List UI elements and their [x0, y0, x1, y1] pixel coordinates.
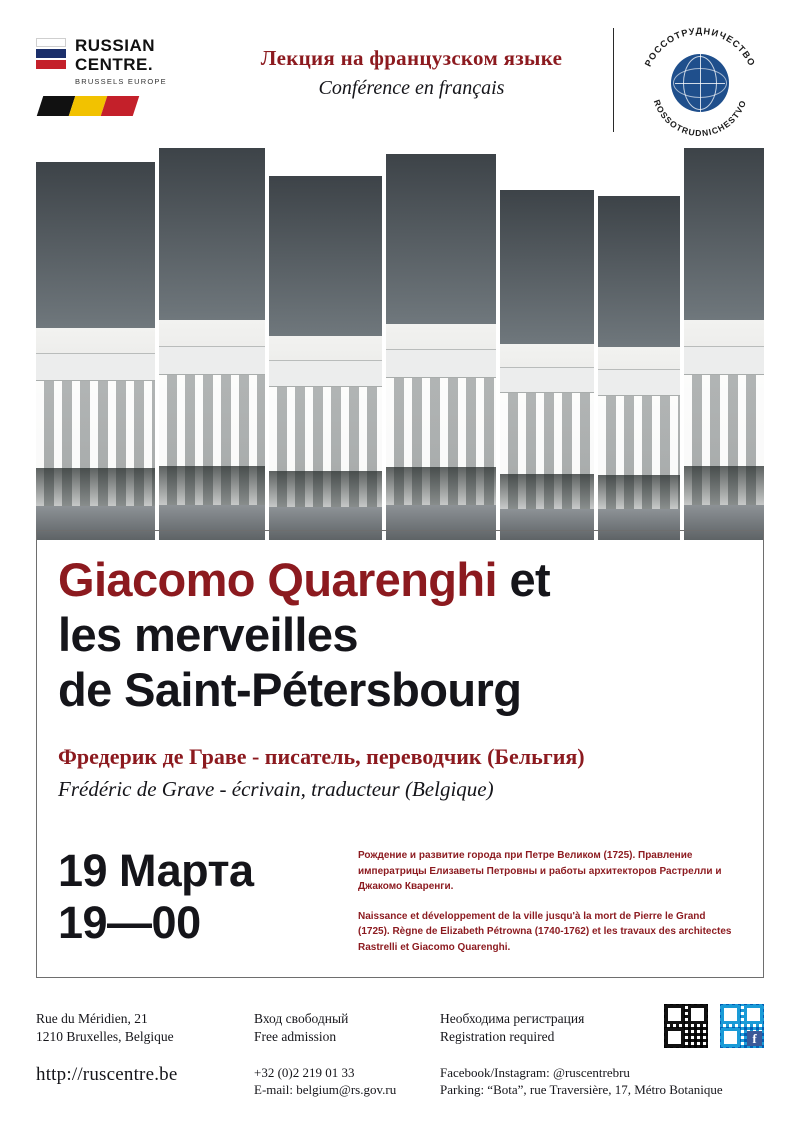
event-datetime: [58, 845, 338, 949]
phone-number[interactable]: +32 (0)2 219 01 33: [254, 1065, 355, 1080]
logo-line-3: BRUSSELS EUROPE: [75, 77, 167, 86]
page-title: [58, 552, 760, 717]
rossotrudnichestvo-ring-text: [636, 24, 764, 142]
speaker-ru: Фредерик де Граве - писатель, переводчик (Бельгия): [58, 744, 585, 769]
rossotrudnichestvo-logo: [636, 24, 764, 142]
event-description: [358, 848, 736, 955]
photo-panel: [159, 148, 265, 540]
photo-panel: [269, 176, 382, 540]
svg-text:ROSSOTRUDNICHESTVO: ROSSOTRUDNICHESTVO: [651, 98, 749, 139]
admission-info: [254, 1010, 434, 1046]
lecture-language-fr: Conférence en français: [318, 77, 505, 99]
description-ru: Рождение и развитие города при Петре Великом (1725). Правление императрицы Елизаветы Петровны и работы архитекторов Растрелли и Джакомо Кваренги.: [358, 850, 722, 892]
facebook-icon: f: [747, 1031, 762, 1046]
address-line-2: 1210 Bruxelles, Belgique: [36, 1029, 174, 1044]
contact-info: [254, 1064, 454, 1098]
registration-ru: Необходима регистрация: [440, 1011, 585, 1026]
qr-codes: [652, 1004, 764, 1048]
lecture-language-ru: Лекция на французском языке: [260, 46, 563, 70]
photo-strip: [36, 148, 764, 540]
email-address[interactable]: E-mail: belgium@rs.gov.ru: [254, 1082, 397, 1097]
photo-panel: [598, 196, 680, 540]
logo-line-2: CENTRE.: [75, 55, 154, 74]
title-name: Giacomo Quarenghi: [58, 553, 497, 606]
header-divider: [613, 28, 614, 132]
address-line-1: Rue du Méridien, 21: [36, 1011, 148, 1026]
photo-panel: [684, 148, 764, 540]
qr-code-website-icon[interactable]: [664, 1004, 708, 1048]
qr-code-facebook-icon[interactable]: [720, 1004, 764, 1048]
russian-centre-logo: [36, 28, 216, 116]
event-time: 19—00: [58, 897, 201, 948]
social-and-parking: [440, 1064, 770, 1098]
svg-text:РОССОТРУДНИЧЕСТВО: РОССОТРУДНИЧЕСТВО: [642, 25, 758, 69]
poster-footer: [36, 1004, 764, 1114]
logo-line-1: RUSSIAN: [75, 36, 156, 55]
title-rest-line1: et: [497, 553, 551, 606]
venue-address: [36, 1010, 256, 1046]
photo-panel: [500, 190, 594, 540]
title-block: [58, 552, 760, 803]
parking-info: Parking: “Bota”, rue Traversière, 17, Métro Botanique: [440, 1082, 723, 1097]
speaker-fr: Frédéric de Grave - écrivain, traducteur (Belgique): [58, 777, 494, 801]
belgian-flag-icon: [37, 96, 139, 116]
website-link[interactable]: http://ruscentre.be: [36, 1064, 178, 1085]
admission-en: Free admission: [254, 1029, 337, 1044]
social-handles[interactable]: Facebook/Instagram: @ruscentrebru: [440, 1065, 630, 1080]
event-date: 19 Марта: [58, 845, 254, 896]
registration-en: Registration required: [440, 1029, 555, 1044]
poster-header: [36, 25, 764, 139]
title-line3: de Saint-Pétersbourg: [58, 663, 522, 716]
photo-panel: [36, 162, 155, 540]
russian-flag-icon: [36, 36, 66, 71]
photo-panel: [386, 154, 496, 540]
admission-ru: Вход свободный: [254, 1011, 349, 1026]
title-line2: les merveilles: [58, 608, 358, 661]
description-fr: Naissance et développement de la ville jusqu'à la mort de Pierre le Grand (1725). Règne de Elizabeth Pétrowna (1740-1762) et les travaux des architectes Rastrelli et Giacomo Quarenghi.: [358, 910, 732, 953]
lecture-language-block: [216, 28, 607, 102]
